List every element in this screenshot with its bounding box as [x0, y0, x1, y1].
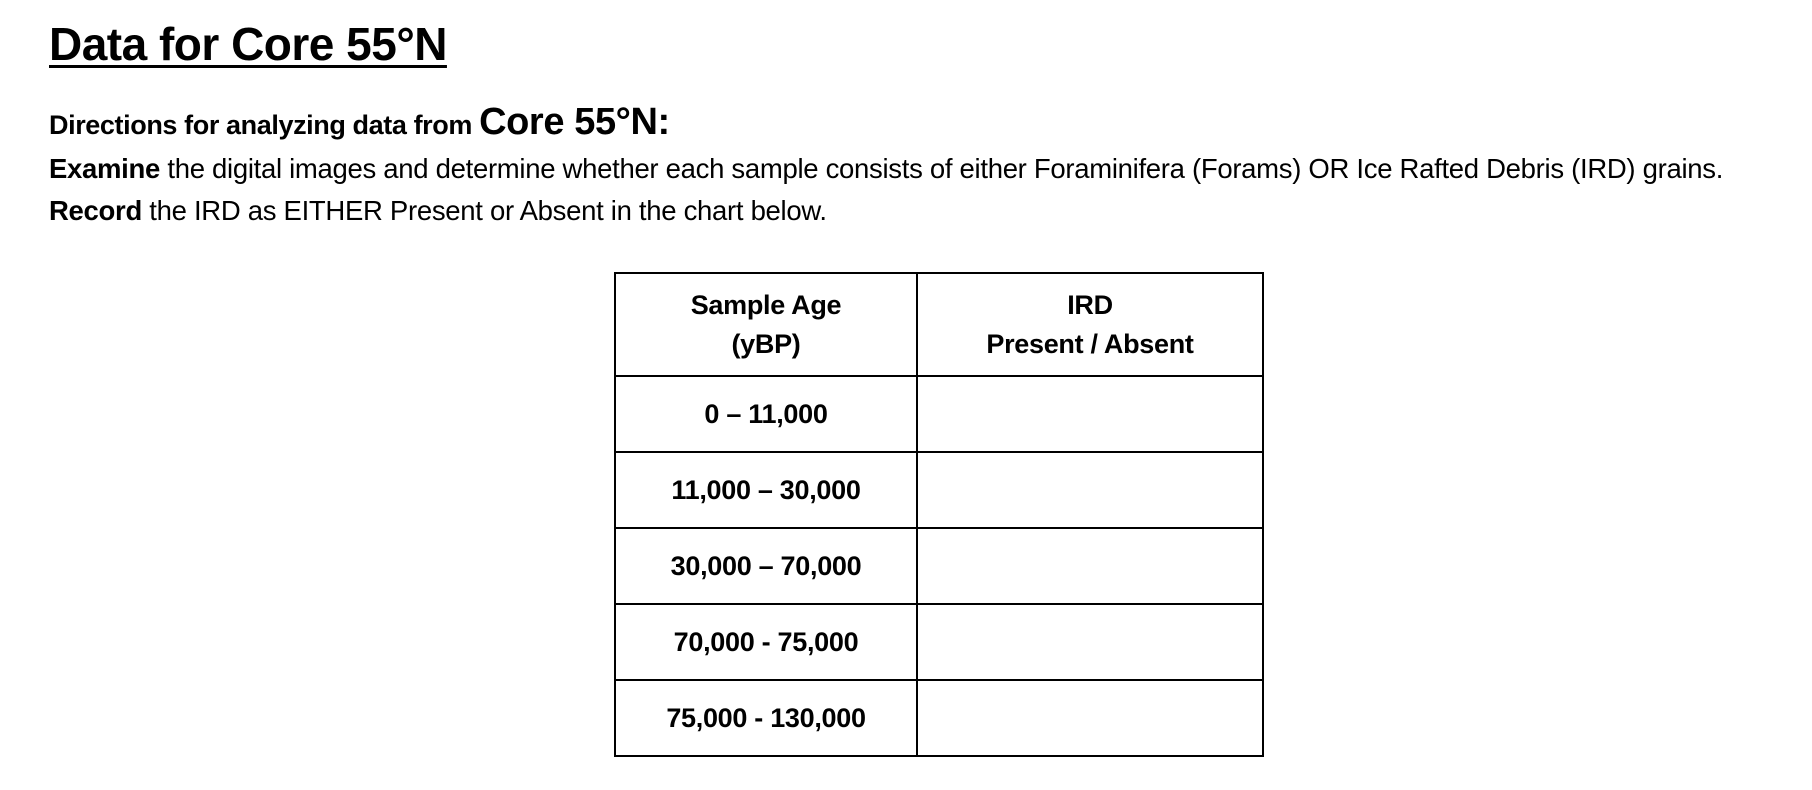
- sample-age-cell: 75,000 - 130,000: [615, 680, 917, 756]
- table-row: [615, 452, 1263, 528]
- sample-age-cell: 0 – 11,000: [615, 376, 917, 452]
- page-title: Data for Core 55°N: [49, 18, 447, 70]
- header-ird: [917, 273, 1263, 376]
- table-row: [615, 604, 1263, 680]
- header-sample-age: [615, 273, 917, 376]
- instruction-record-keyword: Record: [49, 195, 142, 226]
- directions-core-name: Core 55°N:: [479, 101, 670, 143]
- table-header-row: [615, 273, 1263, 376]
- table-row: [615, 528, 1263, 604]
- ird-entry-cell[interactable]: [917, 604, 1263, 680]
- instruction-examine-keyword: Examine: [49, 153, 161, 184]
- table-row: [615, 376, 1263, 452]
- ird-entry-cell[interactable]: [917, 452, 1263, 528]
- ird-entry-cell[interactable]: [917, 528, 1263, 604]
- directions-prefix: Directions for analyzing data from: [49, 110, 480, 140]
- instruction-examine-text: the digital images and determine whether each sample consists of either Foraminifera (Forams) OR Ice Rafted Debris (IRD) grains.: [160, 153, 1724, 184]
- sample-age-cell: 11,000 – 30,000: [615, 452, 917, 528]
- directions-heading: [49, 98, 670, 149]
- ird-data-table: [614, 272, 1264, 757]
- sample-age-cell: 30,000 – 70,000: [615, 528, 917, 604]
- sample-age-cell: 70,000 - 75,000: [615, 604, 917, 680]
- instructions-paragraph: [49, 148, 1789, 232]
- ird-entry-cell[interactable]: [917, 376, 1263, 452]
- instruction-record-text: the IRD as EITHER Present or Absent in the chart below.: [141, 195, 827, 226]
- header-sample-age-line1: Sample Age: [690, 289, 842, 320]
- header-ird-line1: IRD: [1067, 289, 1113, 320]
- header-sample-age-line2: (yBP): [731, 328, 801, 359]
- header-ird-line2: Present / Absent: [986, 328, 1194, 359]
- ird-entry-cell[interactable]: [917, 680, 1263, 756]
- table-row: [615, 680, 1263, 756]
